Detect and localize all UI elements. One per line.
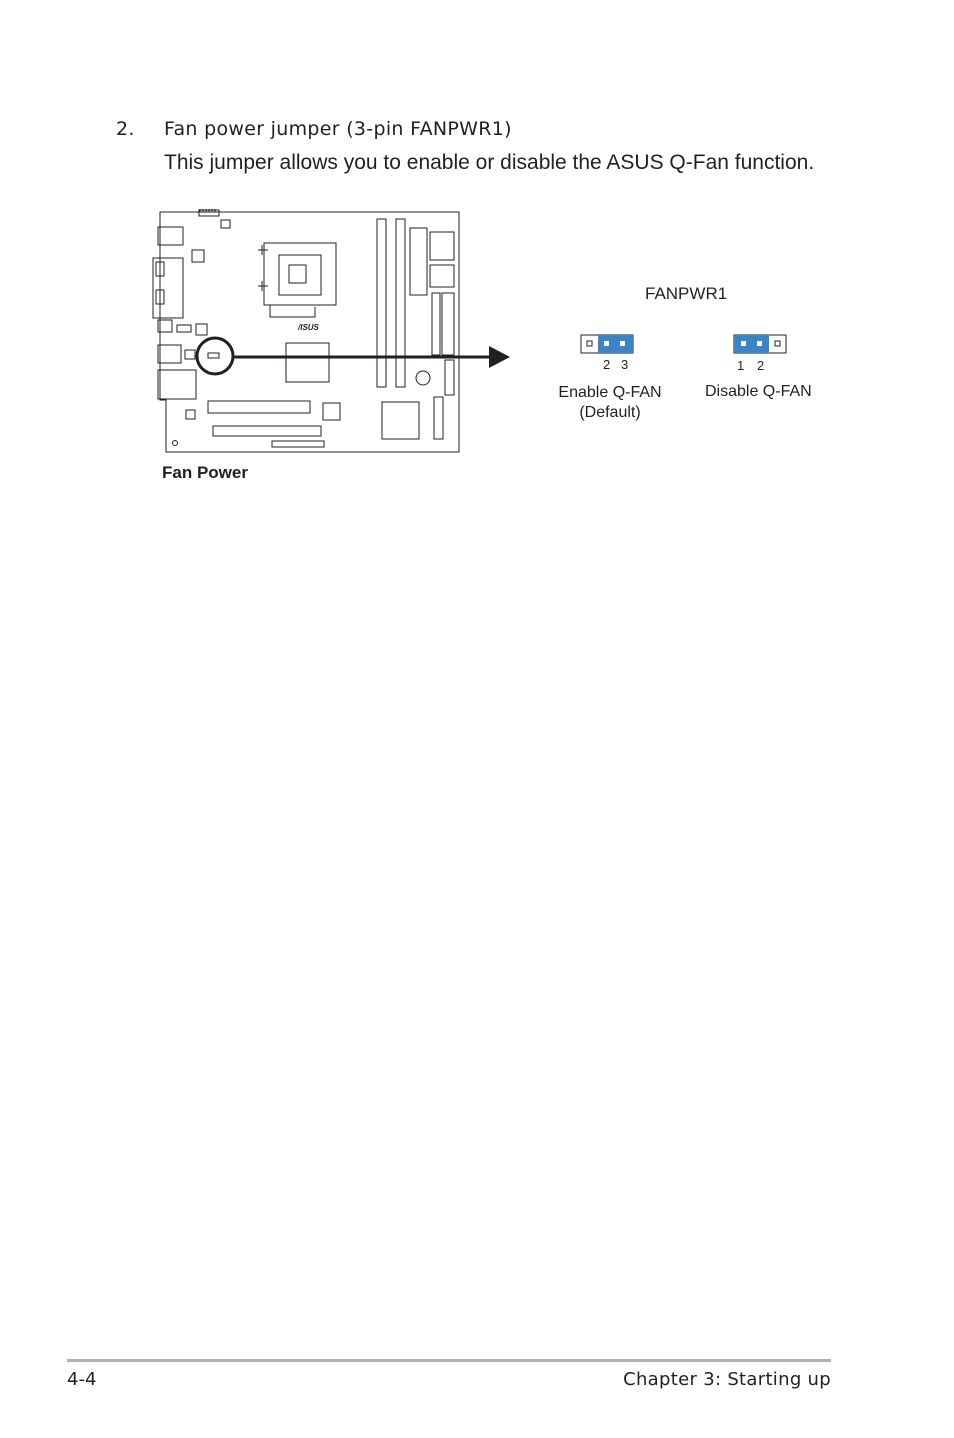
page-number: 4-4 — [67, 1369, 97, 1390]
jumper-cap-disable — [734, 335, 769, 353]
board-outline — [160, 212, 459, 452]
northbridge-chip — [286, 343, 329, 382]
jumper-title: FANPWR1 — [645, 284, 728, 303]
enable-qfan-label — [554, 383, 666, 423]
disable-qfan-label: Disable Q-FAN — [705, 383, 812, 400]
arrow-head-icon — [489, 346, 510, 368]
asus-logo: /ISUS — [298, 323, 319, 332]
sata-connector — [434, 397, 443, 439]
cpu-socket — [264, 243, 336, 305]
io-port-lan — [158, 345, 181, 363]
section-number: 2. — [116, 118, 135, 140]
io-port-vga — [153, 258, 183, 318]
section-description: This jumper allows you to enable or disable the ASUS Q-Fan function. — [164, 151, 815, 174]
jumper-enable-diagram — [581, 335, 633, 353]
figure-caption: Fan Power — [162, 463, 248, 482]
atx-power-connector — [410, 228, 427, 295]
pin-label: 1 — [737, 358, 745, 373]
io-port-audio — [158, 370, 196, 399]
enable-label-default: (Default) — [579, 404, 641, 421]
jumper-disable-diagram — [734, 335, 786, 353]
pin-label: 2 — [603, 357, 611, 372]
southbridge-chip — [382, 402, 419, 439]
jumper-cap-enable — [598, 335, 633, 353]
io-port — [158, 227, 183, 245]
pin-label: 2 — [757, 358, 765, 373]
chapter-title: Chapter 3: Starting up — [623, 1369, 831, 1390]
ide-connector — [442, 293, 454, 355]
footer-divider — [67, 1359, 831, 1362]
pin-label: 3 — [621, 357, 629, 372]
section-title: Fan power jumper (3-pin FANPWR1) — [164, 118, 512, 140]
pcie-slot — [208, 401, 310, 413]
enable-label-line1: Enable Q-FAN — [558, 384, 662, 401]
fanpwr1-highlight-circle — [197, 338, 233, 374]
pci-slot — [213, 426, 321, 436]
motherboard-diagram — [0, 0, 954, 520]
dimm-slot-a — [377, 219, 386, 387]
dimm-slot-b — [396, 219, 405, 387]
